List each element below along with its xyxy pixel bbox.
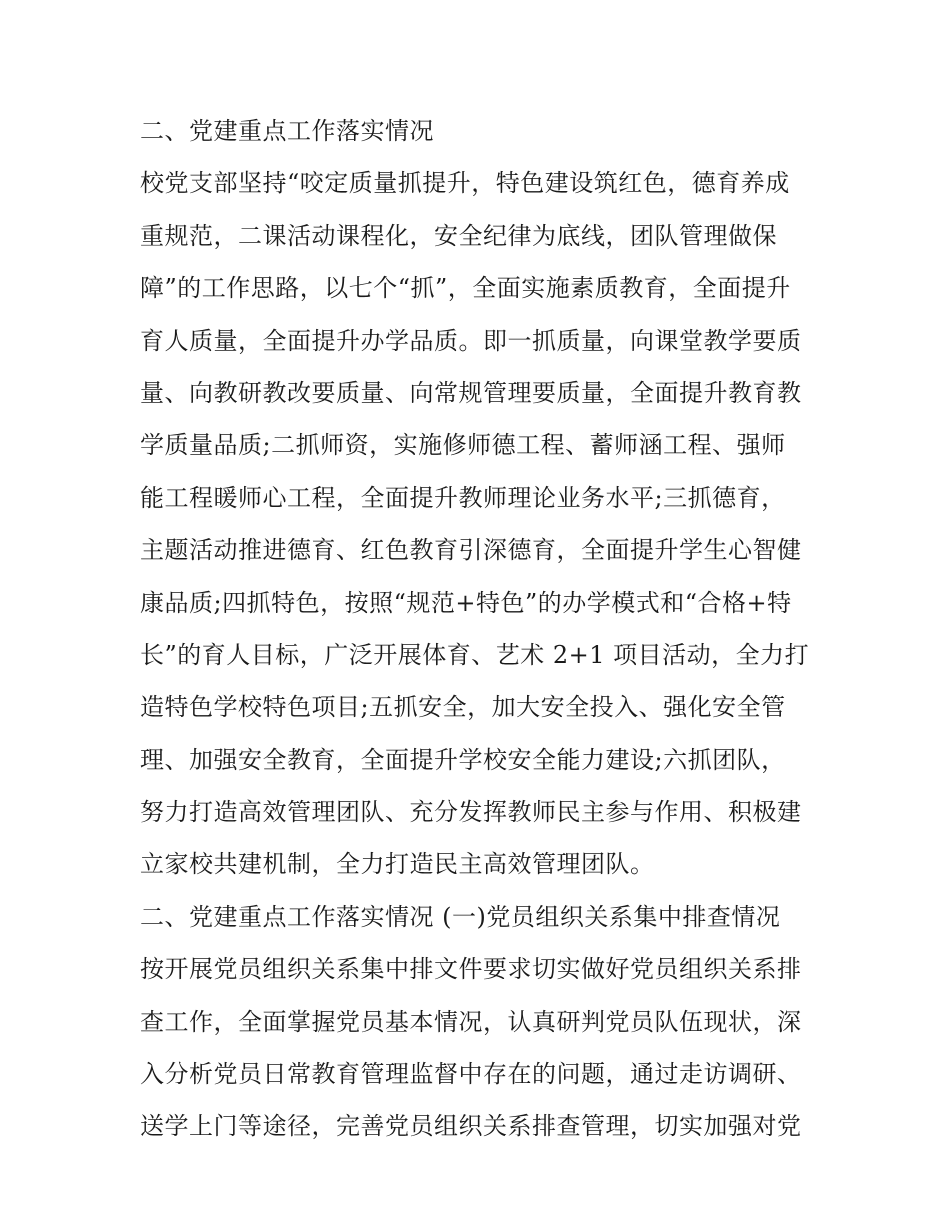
paragraph-line: 校党支部坚持“咬定质量抓提升，特色建设筑红色，德育养成 xyxy=(140,169,790,198)
paragraph-line: 量、向教研教改要质量、向常规管理要质量，全面提升教育教 xyxy=(140,378,802,407)
paragraph-line: 查工作，全面掌握党员基本情况，认真研判党员队伍现状，深 xyxy=(140,1007,802,1036)
paragraph-line: 主题活动推进德育、红色教育引深德育，全面提升学生心智健 xyxy=(140,536,802,565)
paragraph-line: 育人质量，全面提升办学品质。即一抓质量，向课堂教学要质 xyxy=(140,326,802,355)
section-heading: 二、党建重点工作落实情况 xyxy=(140,117,434,145)
paragraph-line: 入分析党员日常教育管理监督中存在的问题，通过走访调研、 xyxy=(140,1060,802,1089)
paragraph-line: 立家校共建机制，全力打造民主高效管理团队。 xyxy=(140,850,655,879)
paragraph-line: 长”的育人目标，广泛开展体育、艺术 2+1 项目活动，全力打 xyxy=(140,640,810,669)
paragraph-line: 重规范，二课活动课程化，安全纪律为底线，团队管理做保 xyxy=(140,221,777,250)
paragraph-line: 送学上门等途径，完善党员组织关系排查管理，切实加强对党 xyxy=(140,1112,802,1141)
section-heading: 二、党建重点工作落实情况 (一)党员组织关系集中排查情况 xyxy=(140,902,781,931)
paragraph-line: 康品质;四抓特色，按照“规范+特色”的办学模式和“合格+特 xyxy=(140,588,792,617)
paragraph-line: 造特色学校特色项目;五抓安全，加大安全投入、强化安全管 xyxy=(140,693,786,722)
paragraph-line: 学质量品质;二抓师资，实施修师德工程、蓄师涵工程、强师 xyxy=(140,431,786,460)
paragraph-line: 按开展党员组织关系集中排文件要求切实做好党员组织关系排 xyxy=(140,955,802,984)
paragraph-line: 能工程暖师心工程，全面提升教师理论业务水平;三抓德育， xyxy=(140,483,786,512)
document-body xyxy=(140,112,820,1160)
paragraph-line: 努力打造高效管理团队、充分发挥教师民主参与作用、积极建 xyxy=(140,798,802,827)
paragraph-line: 障”的工作思路，以七个“抓”，全面实施素质教育，全面提升 xyxy=(140,274,791,303)
paragraph-line: 理、加强安全教育，全面提升学校安全能力建设;六抓团队， xyxy=(140,745,786,774)
